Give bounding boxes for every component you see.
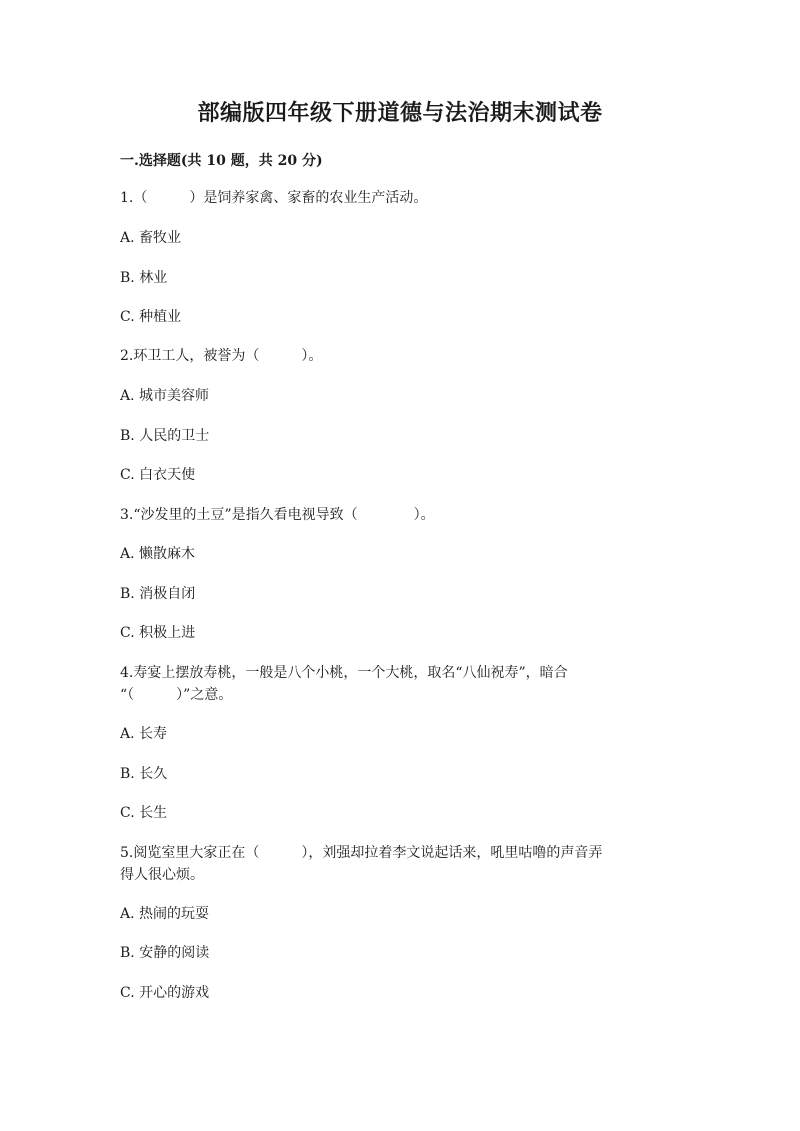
question-1-option-b: B. 林业 bbox=[120, 270, 168, 286]
question-4-option-c: C. 长生 bbox=[120, 805, 168, 821]
question-5-option-b: B. 安静的阅读 bbox=[120, 945, 210, 961]
question-2-text: 2.环卫工人，被誉为（ ）。 bbox=[120, 348, 323, 364]
question-5-text-line-1: 5.阅览室里大家正在（ ），刘强却拉着李文说起话来，吼里咕噜的声音弄 bbox=[120, 845, 603, 861]
question-5-option-c: C. 开心的游戏 bbox=[120, 985, 210, 1001]
question-1-option-a: A. 畜牧业 bbox=[120, 230, 182, 246]
question-3-text: 3.“沙发里的土豆”是指久看电视导致（ ）。 bbox=[120, 507, 435, 523]
question-5-option-a: A. 热闹的玩耍 bbox=[120, 906, 210, 922]
section-heading: 一.选择题(共 10 题，共 20 分) bbox=[120, 153, 323, 169]
question-1-option-c: C. 种植业 bbox=[120, 309, 182, 325]
question-2-option-b: B. 人民的卫士 bbox=[120, 428, 210, 444]
question-2-option-c: C. 白衣天使 bbox=[120, 467, 196, 483]
question-5-text-line-2: 得人很心烦。 bbox=[120, 867, 204, 883]
question-2-option-a: A. 城市美容师 bbox=[120, 388, 210, 404]
question-4-text-line-2: “（ ）”之意。 bbox=[120, 687, 233, 703]
page-title: 部编版四年级下册道德与法治期末测试卷 bbox=[197, 100, 603, 126]
question-4-option-b: B. 长久 bbox=[120, 766, 168, 782]
question-3-option-b: B. 消极自闭 bbox=[120, 586, 196, 602]
question-3-option-c: C. 积极上进 bbox=[120, 625, 196, 641]
question-4-option-a: A. 长寿 bbox=[120, 726, 168, 742]
question-4-text-line-1: 4.寿宴上摆放寿桃，一般是八个小桃，一个大桃，取名“八仙祝寿”，暗合 bbox=[120, 665, 568, 681]
question-1-text: 1.（ ）是饲养家禽、家畜的农业生产活动。 bbox=[120, 190, 428, 206]
question-3-option-a: A. 懒散麻木 bbox=[120, 546, 196, 562]
